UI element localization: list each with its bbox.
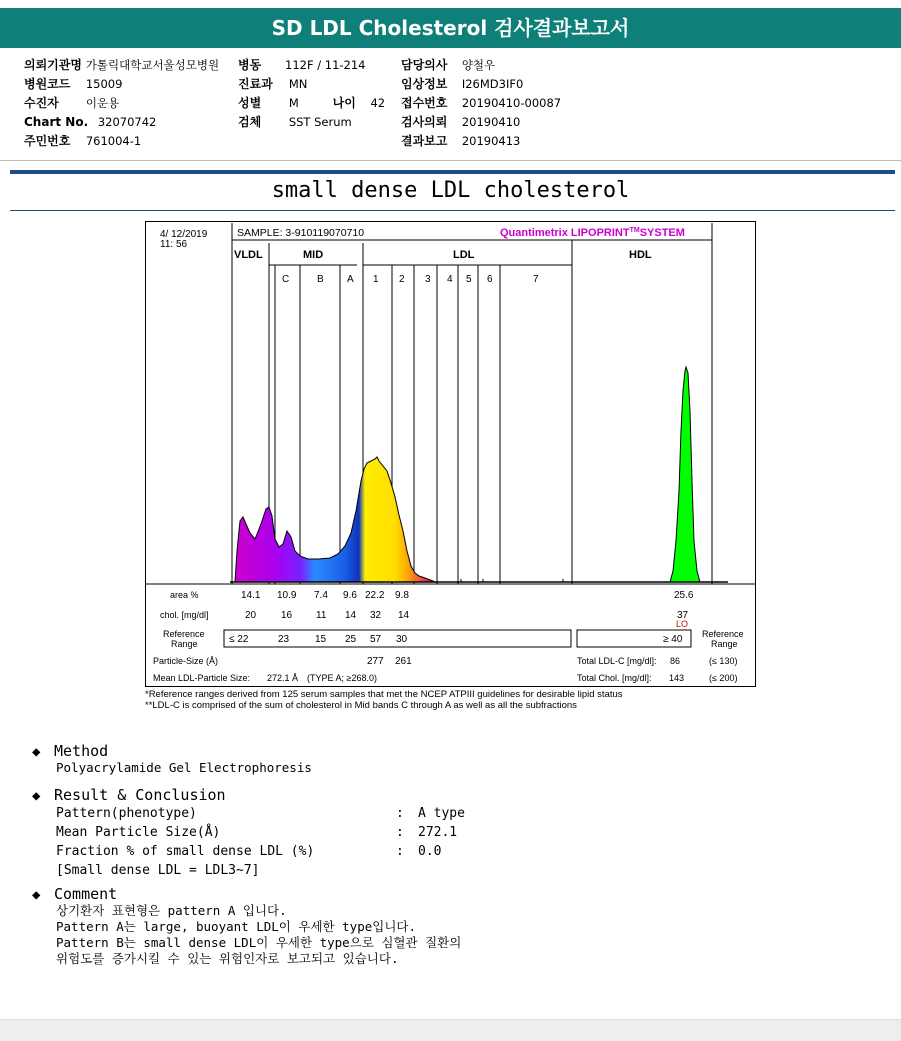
area-label: area % — [170, 590, 199, 600]
doctor-value: 양철우 — [461, 58, 496, 72]
patient-label: 수진자 — [24, 96, 59, 110]
band-label: C — [282, 274, 290, 285]
specimen-row — [238, 113, 352, 132]
ref-value: 25 — [345, 634, 357, 645]
diamond-bullet-icon: ◆ — [32, 744, 41, 760]
total-chol-label: Total Chol. [mg/dl]: — [577, 673, 652, 683]
comment-line: 상기환자 표현형은 pattern A 입니다. — [56, 903, 287, 918]
footnote-ldlc: **LDL-C is comprised of the sum of cholesterol in Mid bands C through A as well as all the subfractions — [145, 700, 577, 711]
chol-value: 11 — [316, 610, 327, 621]
chol-value: 14 — [345, 610, 357, 621]
request-label: 검사의뢰 — [401, 115, 448, 129]
result-sep: : — [396, 825, 404, 840]
dept-row — [238, 75, 307, 94]
receipt-row — [401, 94, 561, 113]
mean-label: Mean LDL-Particle Size: — [153, 673, 251, 683]
comment-line: Pattern B는 small dense LDL이 우세한 type으로 심혈관 질환의 — [56, 935, 462, 950]
result-row — [56, 804, 465, 823]
chol-value: 14 — [398, 610, 410, 621]
request-value: 20190410 — [461, 115, 521, 129]
result-section — [32, 786, 465, 880]
result-value: 272.1 — [418, 825, 458, 840]
chart-row — [24, 113, 156, 132]
report-time: 11: 56 — [160, 239, 188, 250]
patient-value: 이운용 — [85, 96, 120, 110]
footnotes — [145, 689, 623, 711]
patient-row — [24, 94, 119, 113]
code-value: 15009 — [85, 77, 123, 91]
id-label: 주민번호 — [24, 134, 71, 148]
id-row — [24, 132, 141, 151]
ref-label-right: Range — [711, 639, 738, 649]
ward-row — [238, 56, 261, 75]
report-date-value: 20190413 — [461, 134, 521, 148]
diamond-bullet-icon: ◆ — [32, 887, 41, 903]
result-sep: : — [396, 844, 404, 859]
report-date-label: 결과보고 — [401, 134, 448, 148]
particle-value: 277 — [367, 656, 384, 667]
comment-line: Pattern A는 large, buoyant LDL이 우세한 type입니다. — [56, 919, 416, 934]
result-label: Mean Particle Size(Å) — [56, 825, 221, 840]
result-value: 0.0 — [418, 844, 442, 859]
particle-value: 261 — [395, 656, 412, 667]
chol-value: 32 — [370, 610, 382, 621]
brand-name: Quantimetrix LIPOPRINT™SYSTEM — [500, 227, 685, 239]
method-text: Polyacrylamide Gel Electrophoresis — [56, 760, 312, 775]
dept-value: MN — [288, 77, 308, 91]
method-heading: Method — [54, 742, 109, 760]
mean-type: (TYPE A; ≥268.0) — [307, 673, 377, 683]
method-section — [32, 742, 312, 775]
band-label: 2 — [399, 274, 405, 285]
ref-label: Range — [171, 639, 198, 649]
result-heading: Result & Conclusion — [54, 786, 226, 804]
hospital-row — [24, 56, 219, 75]
specimen-label: 검체 — [238, 115, 262, 129]
receipt-value: 20190410-00087 — [461, 96, 562, 110]
chart-label: Chart No. — [24, 115, 89, 129]
chol-hdl-flag: LO — [676, 619, 689, 629]
code-label: 병원코드 — [24, 77, 71, 91]
particle-label: Particle-Size (Å) — [153, 656, 219, 666]
band-label: 6 — [487, 274, 493, 285]
group-mid: MID — [303, 249, 324, 261]
sex-row — [238, 94, 385, 113]
band-label: 4 — [447, 274, 453, 285]
section-title: small dense LDL cholesterol — [271, 178, 630, 203]
specimen-value: SST Serum — [288, 115, 352, 129]
sample-id: SAMPLE: 3-910119070710 — [237, 227, 365, 239]
total-ldl-label: Total LDL-C [mg/dl]: — [577, 656, 657, 666]
ref-label-right: Reference — [702, 629, 744, 639]
chol-value: 20 — [245, 610, 257, 621]
total-chol-value: 143 — [669, 673, 685, 683]
id-value: 761004-1 — [85, 134, 142, 148]
mean-value: 272.1 Å — [267, 673, 299, 683]
chol-value: 16 — [281, 610, 293, 621]
report-frame — [146, 222, 756, 687]
band-label: 3 — [425, 274, 431, 285]
band-label: A — [347, 274, 354, 285]
result-row — [56, 823, 465, 842]
area-value: 10.9 — [277, 590, 297, 601]
total-chol-ref: (≤ 200) — [709, 673, 738, 683]
bottom-bar — [0, 1019, 901, 1041]
report-title: SD LDL Cholesterol 검사결과보고서 — [0, 8, 901, 48]
comment-section — [32, 885, 461, 967]
ref-value: ≤ 22 — [229, 634, 249, 645]
doctor-row — [401, 56, 495, 75]
ref-value: 57 — [370, 634, 382, 645]
result-label: Fraction % of small dense LDL (%) — [56, 844, 315, 859]
area-value: 9.8 — [395, 590, 409, 601]
comment-heading: Comment — [54, 885, 118, 903]
request-row — [401, 113, 520, 132]
band-label: 5 — [466, 274, 472, 285]
report-date: 4/ 12/2019 — [160, 229, 208, 240]
chol-label: chol. [mg/dl] — [160, 610, 209, 620]
divider-thin — [10, 210, 895, 211]
clinical-row — [401, 75, 523, 94]
total-ldl-ref: (≤ 130) — [709, 656, 738, 666]
lipoprint-chart — [145, 221, 756, 687]
divider-thick — [10, 170, 895, 174]
area-hdl-value: 25.6 — [674, 590, 694, 601]
ward-value: 112F / 11-214 — [285, 58, 366, 72]
chol-hdl-value: 37 — [677, 610, 689, 621]
hospital-value: 가톨릭대학교서울성모병원 — [85, 58, 220, 72]
age-value: 42 — [370, 96, 386, 110]
hospital-label: 의뢰기관명 — [24, 58, 82, 72]
band-label: B — [317, 274, 324, 285]
doctor-label: 담당의사 — [401, 58, 448, 72]
result-value: A type — [418, 806, 465, 821]
group-hdl: HDL — [629, 249, 652, 261]
total-ldl-value: 86 — [670, 656, 681, 666]
footnote-reference: *Reference ranges derived from 125 serum samples that met the NCEP ATPIII guidelines for desirable lipid status — [145, 689, 623, 700]
ward-value-cell — [285, 56, 365, 75]
band-label: 1 — [373, 274, 379, 285]
ref-value: 23 — [278, 634, 290, 645]
result-row — [56, 842, 465, 861]
area-value: 14.1 — [241, 590, 261, 601]
clinical-label: 임상정보 — [401, 77, 448, 91]
dept-label: 진료과 — [238, 77, 273, 91]
ref-value: 30 — [396, 634, 408, 645]
divider — [0, 160, 901, 161]
ref-label: Reference — [163, 629, 205, 639]
code-row — [24, 75, 122, 94]
band-label: 7 — [533, 274, 539, 285]
comment-line: 위험도를 증가시킬 수 있는 위험인자로 보고되고 있습니다. — [56, 951, 399, 966]
sex-value: M — [288, 96, 299, 110]
diamond-bullet-icon: ◆ — [32, 788, 41, 804]
sex-label: 성별 — [238, 96, 262, 110]
chart-value: 32070742 — [97, 115, 157, 129]
ward-label: 병동 — [238, 58, 262, 72]
group-ldl: LDL — [453, 249, 475, 261]
lipoprint-report — [145, 221, 756, 687]
ref-value: 15 — [315, 634, 327, 645]
result-sep: : — [396, 806, 404, 821]
group-vldl: VLDL — [234, 249, 263, 261]
ref-hdl-value: ≥ 40 — [663, 634, 683, 645]
report-date-row — [401, 132, 520, 151]
area-value: 9.6 — [343, 590, 357, 601]
result-label: Pattern(phenotype) — [56, 806, 197, 821]
clinical-value: I26MD3IF0 — [461, 77, 524, 91]
age-label: 나이 — [332, 96, 356, 110]
receipt-label: 접수번호 — [401, 96, 448, 110]
area-value: 22.2 — [365, 590, 385, 601]
result-note: [Small dense LDL = LDL3~7] — [56, 863, 260, 878]
area-value: 7.4 — [314, 590, 328, 601]
